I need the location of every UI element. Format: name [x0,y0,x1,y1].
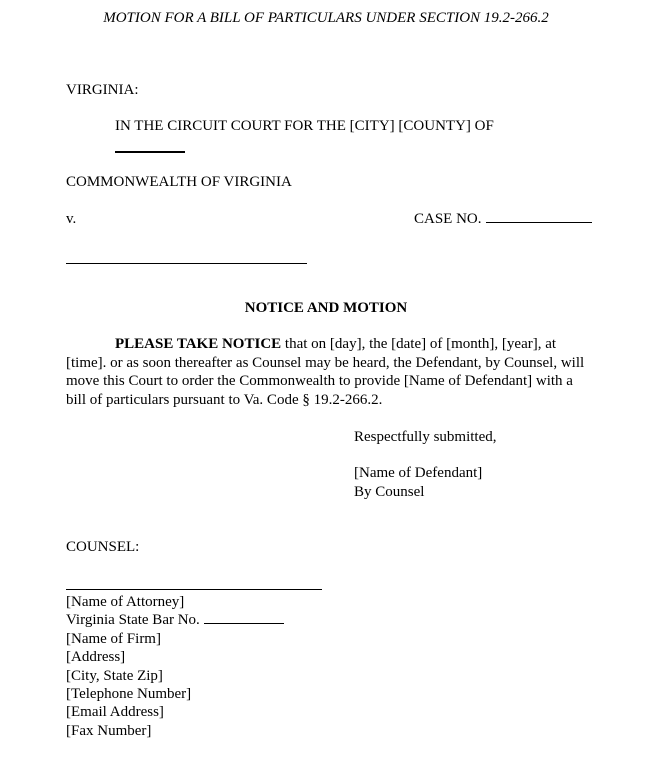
counsel-city-state-zip: [City, State Zip] [66,667,163,684]
signature-by: By Counsel [354,484,425,500]
case-number-field [414,210,592,228]
defendant-name-blank[interactable] [66,263,307,264]
court-line: IN THE CIRCUIT COURT FOR THE [CITY] [COUNTY] OF [115,118,494,134]
counsel-email: [Email Address] [66,704,164,721]
counsel-attorney-name: [Name of Attorney] [66,594,185,610]
case-number-blank[interactable] [486,210,592,223]
notice-lead: PLEASE TAKE NOTICE [115,336,282,352]
signature-closing: Respectfully submitted, [354,429,497,445]
section-title: NOTICE AND MOTION [244,300,408,316]
bar-number-blank[interactable] [204,611,284,624]
plaintiff-name: COMMONWEALTH OF VIRGINIA [66,174,292,190]
versus-label: v. [66,211,77,227]
counsel-signature-blank[interactable] [66,589,322,590]
notice-body: that on [day], the [date] of [month], [year], at [time]. or as soon thereafter as Counsel may be heard, the Defendant, by Counsel, will move this Court to order the Commonwealth to provide [Name of Defendant] with a bill of particulars pursuant to Va. Code § 19.2-266.2. [66,336,585,408]
notice-paragraph [66,335,588,409]
court-name-blank[interactable] [115,151,185,153]
signature-name: [Name of Defendant] [354,465,483,481]
bar-number-label: Virginia State Bar No. [66,612,200,629]
counsel-label: COUNSEL: [66,539,140,555]
counsel-firm-name: [Name of Firm] [66,630,161,647]
counsel-address: [Address] [66,649,126,666]
case-number-label: CASE NO. [414,211,482,227]
counsel-fax: [Fax Number] [66,722,152,739]
counsel-bar-number [66,611,284,629]
counsel-block [66,593,284,740]
document-header-title: MOTION FOR A BILL OF PARTICULARS UNDER SECTION 19.2-266.2 [103,10,549,26]
counsel-telephone: [Telephone Number] [66,686,192,703]
jurisdiction-label: VIRGINIA: [66,82,139,98]
